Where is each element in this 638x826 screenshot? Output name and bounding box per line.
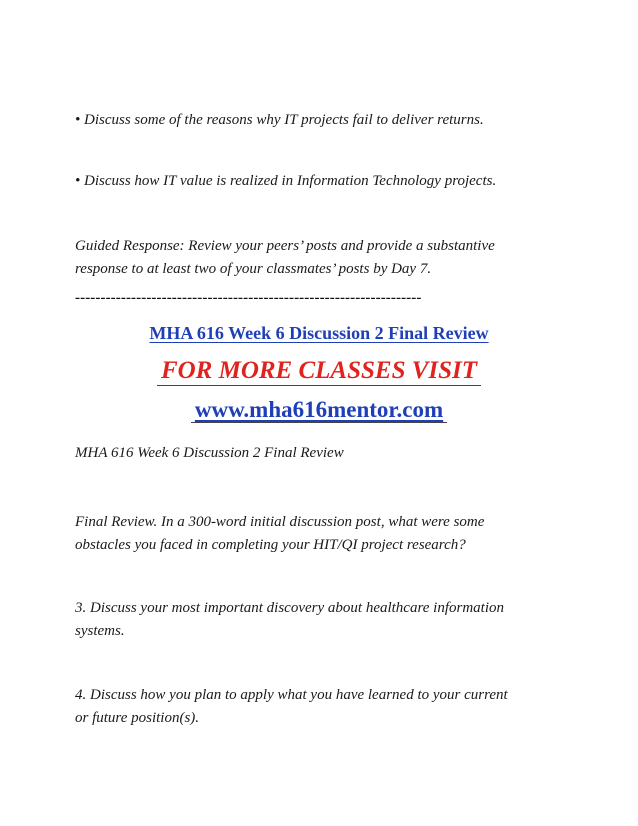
- course-title-link-container: [0, 323, 638, 344]
- item-3-paragraph: [75, 597, 575, 643]
- dashed-divider: --------------------------------------------------------------------: [75, 290, 422, 306]
- visit-banner: [0, 357, 638, 385]
- site-url-container: [0, 397, 638, 423]
- guided-response-line-1: Guided Response: Review your peers’ posts and provide a substantive: [75, 238, 495, 254]
- item-4-line-2: or future position(s).: [75, 710, 200, 726]
- final-review-paragraph: [75, 511, 575, 557]
- bullet-text: • Discuss some of the reasons why IT projects fail to deliver returns.: [75, 112, 484, 128]
- item-4-line-1: 4. Discuss how you plan to apply what you have learned to your current: [75, 687, 508, 703]
- guided-response-paragraph: [75, 235, 575, 281]
- final-review-line-2: obstacles you faced in completing your HIT/QI project research?: [75, 537, 466, 553]
- visit-text: FOR MORE CLASSES VISIT: [157, 357, 481, 386]
- item-3-line-2: systems.: [75, 623, 125, 639]
- subheading: [75, 442, 575, 465]
- course-title-link[interactable]: MHA 616 Week 6 Discussion 2 Final Review: [149, 323, 489, 343]
- final-review-line-1: Final Review. In a 300-word initial discussion post, what were some: [75, 514, 485, 530]
- site-url-link[interactable]: www.mha616mentor.com: [191, 397, 447, 423]
- bullet-it-projects-fail: [75, 109, 575, 132]
- item-4-paragraph: [75, 684, 575, 730]
- bullet-text: • Discuss how IT value is realized in Information Technology projects.: [75, 173, 497, 189]
- item-3-line-1: 3. Discuss your most important discovery about healthcare information: [75, 600, 504, 616]
- guided-response-line-2: response to at least two of your classmates’ posts by Day 7.: [75, 261, 432, 277]
- bullet-it-value: [75, 170, 575, 193]
- subheading-text: MHA 616 Week 6 Discussion 2 Final Review: [75, 445, 344, 461]
